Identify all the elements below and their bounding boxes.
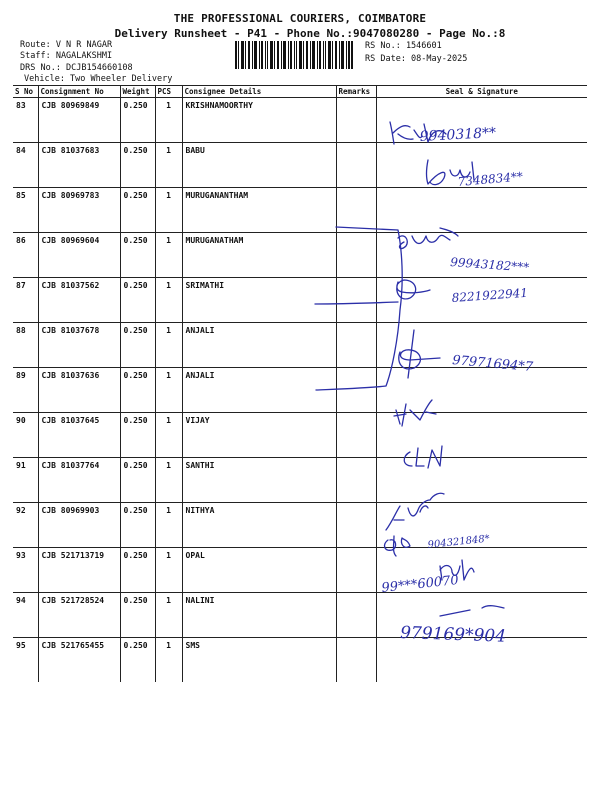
cell-pcs: 1 [155,548,182,593]
cell-remarks [336,593,376,638]
cell-remarks [336,143,376,188]
table-row [13,413,587,458]
cell-signature [376,368,587,413]
cell-consignment: CJB 81037562 [38,278,120,323]
barcode [235,41,353,69]
column-header-remarks: Remarks [336,86,376,98]
cell-consignee: MURUGANANTHAM [182,188,336,233]
cell-remarks [336,278,376,323]
cell-sno: 95 [16,641,26,650]
table-row [13,188,587,233]
cell-consignee: ANJALI [182,323,336,368]
cell-consignee: OPAL [182,548,336,593]
table-row [13,368,587,413]
cell-sno: 91 [13,458,38,503]
table-row [13,233,587,278]
cell-sno: 89 [13,368,38,413]
cell-signature [376,98,587,143]
cell-sno: 83 [13,98,38,143]
cell-weight: 0.250 [120,188,155,233]
cell-remarks [336,233,376,278]
cell-signature [376,638,587,683]
cell-pcs: 1 [155,323,182,368]
table-row [13,98,587,143]
cell-consignee: BABU [182,143,336,188]
cell-signature [376,188,587,233]
cell-remarks [336,368,376,413]
cell-consignment: CJB 81037683 [38,143,120,188]
handwritten-phone: 99***60070 [380,572,460,596]
column-header-consignee: Consignee Details [182,86,336,98]
cell-consignment: CJB 81037645 [38,413,120,458]
table-row [13,593,587,638]
table-row [13,323,587,368]
staff-label: Staff: NAGALAKSHMI [20,51,113,61]
cell-pcs: 1 [155,98,182,143]
cell-weight: 0.250 [120,278,155,323]
cell-consignee: MURUGANATHAM [182,233,336,278]
cell-consignment: CJB 521713719 [38,548,120,593]
cell-consignment: CJB 81037678 [38,323,120,368]
cell-weight: 0.250 [120,143,155,188]
handwritten-phone: 904321848* [427,533,491,551]
cell-signature [376,593,587,638]
cell-signature [376,458,587,503]
cell-sno: 87 [13,278,38,323]
cell-pcs: 1 [155,503,182,548]
cell-pcs: 1 [155,368,182,413]
cell-consignment: CJB 521765455 [38,638,120,683]
cell-signature [376,278,587,323]
handwritten-phone: 8221922941 [451,285,529,305]
cell-consignee: VIJAY [182,413,336,458]
table-row [13,143,587,188]
table-row [13,278,587,323]
drs-number: DRS No.: DCJB154660108 [20,63,133,73]
cell-consignment: CJB 521728524 [38,593,120,638]
cell-consignment: CJB 80969604 [38,233,120,278]
cell-consignment: CJB 81037764 [38,458,120,503]
cell-pcs: 1 [155,593,182,638]
cell-consignment: CJB 81037636 [38,368,120,413]
column-header-sno: S No [13,86,38,98]
table-row [13,503,587,548]
cell-remarks [336,638,376,683]
cell-weight: 0.250 [120,98,155,143]
cell-remarks [336,323,376,368]
cell-signature [376,323,587,368]
cell-remarks [336,413,376,458]
cell-weight: 0.250 [120,503,155,548]
document-subtitle: Delivery Runsheet - P41 - Phone No.:9047080280 - Page No.:8 [114,27,506,40]
cell-signature [376,143,587,188]
cell-consignee: SMS [182,638,336,683]
cell-weight: 0.250 [120,368,155,413]
vehicle-label: Vehicle: Two Wheeler Delivery [24,74,173,84]
cell-consignment: CJB 80969849 [38,98,120,143]
cell-weight: 0.250 [120,638,155,683]
handwritten-phone: 979169*904 [399,623,507,647]
handwritten-phone: 9940318** [419,125,497,145]
cell-pcs: 1 [155,233,182,278]
handwritten-phone: 7348834** [457,169,524,189]
cell-consignee: NALINI [182,593,336,638]
cell-weight: 0.250 [120,593,155,638]
cell-pcs: 1 [155,278,182,323]
handwritten-phone: 99943182*** [449,255,530,275]
rs-number: RS No.: 1546601 [365,41,442,51]
cell-sno: 90 [13,413,38,458]
cell-weight: 0.250 [120,323,155,368]
cell-signature [376,548,587,593]
cell-sno: 86 [13,233,38,278]
table-row [13,548,587,593]
route-label: Route: V N R NAGAR [20,40,113,50]
cell-consignee: ANJALI [182,368,336,413]
cell-signature [376,233,587,278]
cell-pcs: 1 [155,188,182,233]
cell-remarks [336,458,376,503]
table-row [13,458,587,503]
column-header-signature: Seal & Signature [376,86,587,98]
cell-weight: 0.250 [120,458,155,503]
cell-sno: 92 [13,503,38,548]
table-row [13,638,587,683]
cell-remarks [336,503,376,548]
cell-pcs: 1 [155,638,182,683]
cell-signature [376,413,587,458]
cell-weight: 0.250 [120,413,155,458]
cell-remarks [336,98,376,143]
cell-pcs: 1 [155,143,182,188]
cell-remarks [336,188,376,233]
cell-sno: 94 [13,593,38,638]
cell-consignee: NITHYA [182,503,336,548]
cell-weight: 0.250 [120,233,155,278]
document-title: THE PROFESSIONAL COURIERS, COIMBATORE [173,12,427,25]
cell-sno: 88 [13,323,38,368]
handwritten-phone: 97971694*7 [451,353,534,376]
cell-consignment: CJB 80969783 [38,188,120,233]
column-header-pcs: PCS [155,86,182,98]
cell-consignee: SRIMATHI [182,278,336,323]
cell-sno: 84 [13,143,38,188]
runsheet-table [13,85,587,682]
cell-pcs: 1 [155,458,182,503]
column-header-consignment: Consignment No [38,86,120,98]
cell-consignee: SANTHI [182,458,336,503]
cell-consignee: KRISHNAMOORTHY [182,98,336,143]
cell-pcs: 1 [155,413,182,458]
rs-date: RS Date: 08-May-2025 [365,54,468,64]
cell-sno: 85 [13,188,38,233]
column-header-weight: Weight [120,86,155,98]
cell-sno: 93 [13,548,38,593]
cell-weight: 0.250 [120,548,155,593]
cell-signature [376,503,587,548]
table-header-row [13,86,587,98]
cell-remarks [336,548,376,593]
cell-consignment: CJB 80969903 [38,503,120,548]
